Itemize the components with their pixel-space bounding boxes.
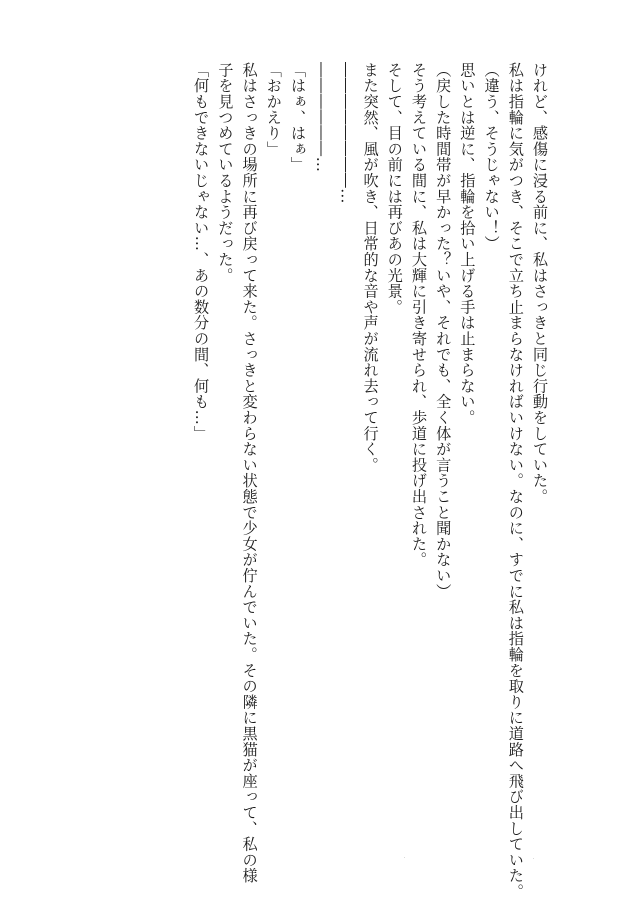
text-line: 私は指輪に気がつき、そこで立ち止まらなければいけない。なのに、すでに私は指輪を取りに道路へ飛び出していた。: [506, 62, 525, 900]
dash-line: ――――――…: [313, 62, 332, 173]
text-line: 子を見つめているようだった。: [216, 62, 235, 284]
text-line: （違う、そうじゃない！）: [482, 62, 501, 252]
text-line: 思いとは逆に、指輪を拾い上げる手は止まらない。: [458, 62, 477, 426]
text-line: けれど、感傷に浸る前に、私はさっきと同じ行動をしていた。: [531, 62, 549, 505]
scan-dot: ·: [404, 855, 406, 860]
dash-line: ――――――――…: [337, 62, 356, 205]
text-line: （戻した時間帯が早かった？いや、それでも、全く体が言うこと聞かない）: [434, 62, 453, 600]
text-line: そして、目の前には再びあの光景。: [385, 62, 404, 315]
text-line: また突然、風が吹き、日常的な音や声が流れ去って行く。: [361, 62, 380, 473]
text-line: 「何もできないじゃない…、あの数分の間、何も…」: [192, 62, 211, 442]
text-line: そう考えている間に、私は大輝に引き寄せられ、歩道に投げ出された。: [409, 62, 428, 568]
scan-dot: ·: [533, 856, 535, 861]
vertical-text-body: [189, 62, 552, 900]
text-line: 「はぁ、はぁ」: [288, 62, 307, 173]
text-line: 私はさっきの場所に再び戻って来た。さっきと変わらない状態で少女が佇んでいた。その隣に黒猫が座って、私の様: [240, 62, 259, 884]
text-line: 「おかえり」: [264, 62, 283, 157]
